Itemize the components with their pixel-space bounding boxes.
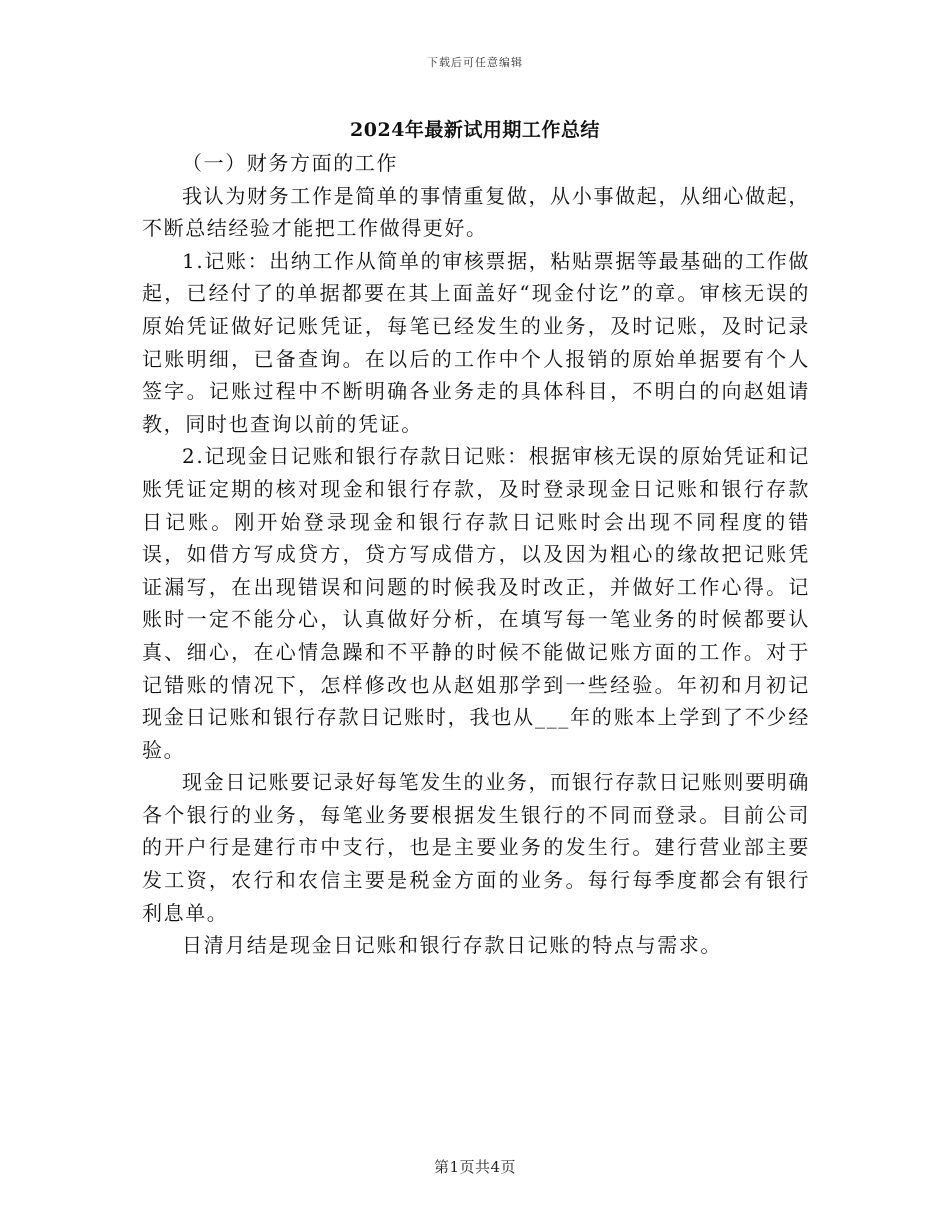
paragraph: 1.记账：出纳工作从简单的审核票据，粘贴票据等最基础的工作做起，已经付了的单据都要在其上面盖好“现金付讫”的章。审核无误的原始凭证做好记账凭证，每笔已经发生的业务，及时记账，及时记录记账明细，已备查询。在以后的工作中个人报销的原始单据要有个人签字。记账过程中不断明确各业务走的具体科目，不明白的向赵姐请教，同时也查询以前的凭证。 (142, 248, 810, 436)
paragraph: 我认为财务工作是简单的事情重复做，从小事做起，从细心做起，不断总结经验才能把工作做得更好。 (142, 183, 810, 241)
document-body (142, 147, 810, 962)
paragraph: 现金日记账要记录好每笔发生的业务，而银行存款日记账则要明确各个银行的业务，每笔业务要根据发生银行的不同而登录。目前公司的开户行是建行市中支行，也是主要业务的发生行。建行营业部主要发工资，农行和农信主要是税金方面的业务。每行每季度都会有银行利息单。 (142, 770, 810, 925)
section-heading: （一）财务方面的工作 (182, 151, 398, 175)
paragraph: 2.记现金日记账和银行存款日记账：根据审核无误的原始凭证和记账凭证定期的核对现金和银行存款，及时登录现金日记账和银行存款日记账。刚开始登录现金和银行存款日记账时会出现不同程度的错误，如借方写成贷方，贷方写成借方，以及因为粗心的缘故把记账凭证漏写，在出现错误和问题的时候我及时改正，并做好工作心得。记账时一定不能分心，认真做好分析，在填写每一笔业务的时候都要认真、细心，在心情急躁和不平静的时候不能做记账方面的工作。对于记错账的情况下，怎样修改也从赵姐那学到一些经验。年初和月初记现金日记账和银行存款日记账时，我也从___年的账本上学到了不少经验。 (142, 444, 810, 762)
document-title: 2024年最新试用期工作总结 (350, 119, 600, 141)
header-note: 下载后可任意编辑 (427, 56, 523, 69)
paragraph: 日清月结是现金日记账和银行存款日记账的特点与需求。 (182, 933, 722, 958)
page-indicator: 第1页共4页 (433, 1158, 517, 1176)
